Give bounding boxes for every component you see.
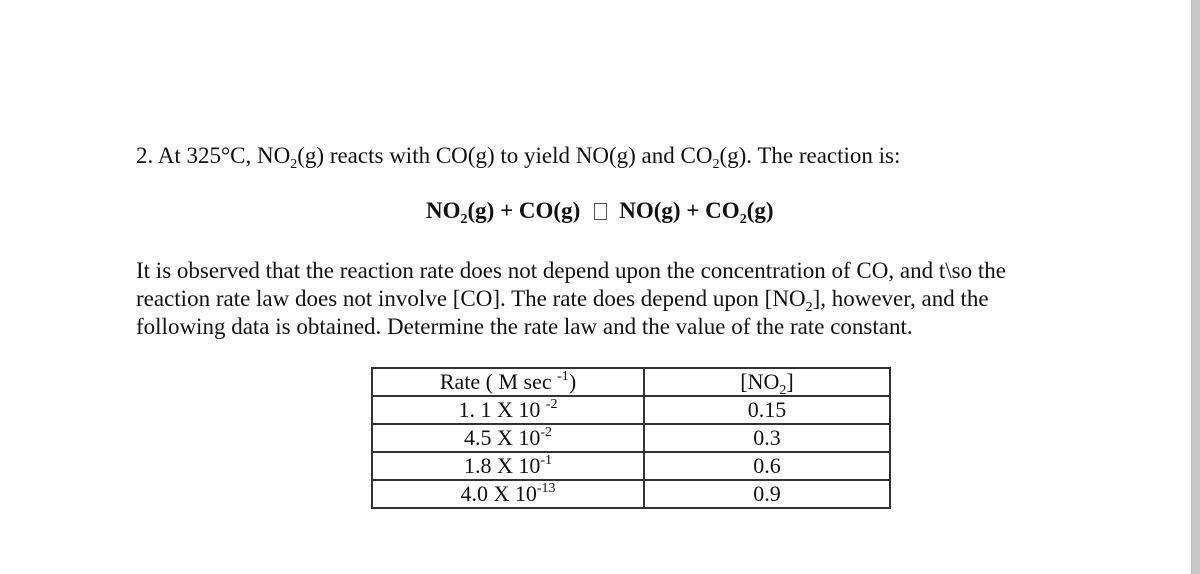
question-text-mid: (g) reacts with CO(g) to yield NO(g) and CO <box>297 143 713 168</box>
superscript: -1 <box>557 369 569 384</box>
header-conc-open: [NO <box>740 369 780 394</box>
table-row <box>372 424 890 452</box>
superscript: -2 <box>540 425 553 440</box>
header-rate <box>372 368 644 396</box>
rate-data-table <box>371 367 891 509</box>
rate-cell <box>372 396 644 424</box>
products-rest: (g) <box>746 198 774 223</box>
paragraph-line-2 <box>136 285 1096 313</box>
scrollbar[interactable] <box>1191 0 1200 574</box>
table-row <box>372 452 890 480</box>
problem-paragraph <box>136 257 1096 341</box>
concentration-cell: 0.9 <box>644 480 890 508</box>
reactants-rest: (g) + CO(g) <box>467 198 581 223</box>
subscript: 2 <box>739 212 747 227</box>
reactant-no2: NO <box>426 198 461 223</box>
header-rate-text: Rate ( M sec <box>439 369 558 394</box>
rate-base: 1. 1 X 10 <box>458 397 546 422</box>
rate-base: 1.8 X 10 <box>463 453 541 478</box>
table-row <box>372 396 890 424</box>
reaction-equation <box>426 198 774 227</box>
concentration-cell: 0.6 <box>644 452 890 480</box>
header-rate-close: ) <box>568 369 577 394</box>
rate-cell <box>372 480 644 508</box>
subscript: 2 <box>712 157 720 172</box>
subscript: 2 <box>460 212 468 227</box>
question-number: 2. <box>136 143 154 168</box>
header-concentration <box>644 368 890 396</box>
concentration-cell: 0.3 <box>644 424 890 452</box>
question-statement <box>136 143 901 172</box>
paragraph-line-3: following data is obtained. Determine the rate law and the value of the rate constant. <box>136 314 913 339</box>
concentration-cell: 0.15 <box>644 396 890 424</box>
question-text-start: At 325°C, NO <box>157 143 291 168</box>
subscript: 2 <box>779 383 787 398</box>
paragraph-line-2-end: ], however, and the <box>812 286 989 311</box>
superscript: -2 <box>545 397 558 412</box>
paragraph-line-2-start: reaction rate law does not involve [CO]. The rate does depend upon [NO <box>136 286 806 311</box>
superscript: -13 <box>536 481 556 496</box>
paragraph-line-1: It is observed that the reaction rate does not depend upon the concentration of CO, and t\so the <box>136 258 1006 283</box>
missing-arrow-glyph-icon <box>594 203 607 220</box>
header-conc-close: ] <box>786 369 794 394</box>
rate-base: 4.0 X 10 <box>460 481 537 506</box>
superscript: -1 <box>540 453 553 468</box>
rate-base: 4.5 X 10 <box>463 425 541 450</box>
subscript: 2 <box>290 157 298 172</box>
rate-cell <box>372 424 644 452</box>
table-header-row <box>372 368 890 396</box>
subscript: 2 <box>805 300 813 315</box>
question-text-end: (g). The reaction is: <box>719 143 901 168</box>
table-row <box>372 480 890 508</box>
rate-cell <box>372 452 644 480</box>
products-first: NO(g) + CO <box>619 198 740 223</box>
